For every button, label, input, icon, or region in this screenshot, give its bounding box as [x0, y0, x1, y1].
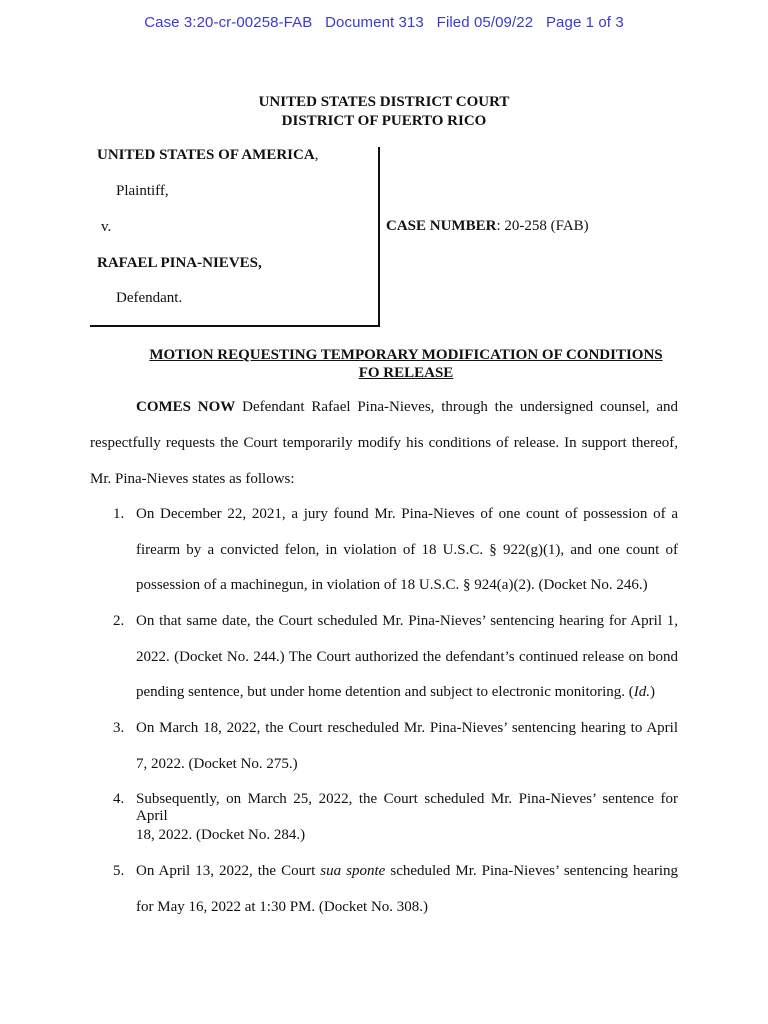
item-2-line-1: On that same date, the Court scheduled Mr. Pina-Nieves’ sentencing hearing for April 1, [136, 613, 678, 629]
versus: v. [101, 219, 112, 235]
court-district: DISTRICT OF PUERTO RICO [281, 113, 487, 129]
item-2-line-3 [136, 684, 655, 701]
intro-line-1 [136, 399, 678, 416]
motion-title-line-2: FO RELEASE [358, 365, 454, 381]
item-1-number: 1. [113, 506, 125, 522]
item-5-line-1 [136, 863, 678, 880]
item-3-line-2: 7, 2022. (Docket No. 275.) [136, 756, 298, 772]
item-2-line-2: 2022. (Docket No. 244.) The Court authorized the defendant’s continued release on bond [136, 649, 678, 665]
item-5-line-1-text: On April 13, 2022, the Court [136, 863, 321, 879]
case-number-value: : 20-258 (FAB) [496, 218, 589, 234]
item-4-number: 4. [113, 791, 125, 807]
plaintiff-comma: , [314, 147, 319, 163]
defendant-name: RAFAEL PINA-NIEVES, [97, 255, 262, 271]
defendant-role: Defendant. [116, 290, 183, 306]
ecf-header-stamp [0, 14, 768, 31]
item-1-line-2: firearm by a convicted felon, in violation of 18 U.S.C. § 922(g)(1), and one count of [136, 542, 678, 558]
intro-line-2: respectfully requests the Court temporarily modify his conditions of release. In support thereof, [90, 435, 678, 451]
plaintiff-name: UNITED STATES OF AMERICA [97, 147, 315, 163]
item-5-sua-sponte: sua sponte [320, 863, 386, 879]
item-2-number: 2. [113, 613, 125, 629]
intro-lead: COMES NOW [136, 399, 236, 415]
item-1-line-3: possession of a machinegun, in violation of 18 U.S.C. § 924(a)(2). (Docket No. 246.) [136, 577, 648, 593]
header-stamp-text: Case 3:20-cr-00258-FAB Document 313 Filed 05/09/22 Page 1 of 3 [144, 14, 624, 31]
item-5-number: 5. [113, 863, 125, 879]
item-3-number: 3. [113, 720, 125, 736]
item-5-line-2: for May 16, 2022 at 1:30 PM. (Docket No. 308.) [136, 899, 429, 915]
intro-line-1-text: Defendant Rafael Pina-Nieves, through the undersigned counsel, and [235, 399, 678, 415]
motion-title [140, 346, 672, 382]
plaintiff-role: Plaintiff, [116, 183, 169, 199]
court-name: UNITED STATES DISTRICT COURT [258, 94, 510, 110]
intro-line-3: Mr. Pina-Nieves states as follows: [90, 471, 295, 487]
item-2-line-3-close: ) [650, 684, 656, 700]
plaintiff-name-line [97, 147, 318, 164]
item-5-line-1-rest: scheduled Mr. Pina-Nieves’ sentencing hearing [385, 863, 678, 879]
item-2-id-citation: Id. [633, 684, 651, 700]
court-title [0, 93, 768, 131]
case-number [386, 218, 589, 235]
item-3-line-1: On March 18, 2022, the Court rescheduled Mr. Pina-Nieves’ sentencing hearing to April [136, 720, 678, 736]
item-4-line-2: 18, 2022. (Docket No. 284.) [136, 827, 306, 843]
case-number-label: CASE NUMBER [386, 218, 497, 234]
item-4-line-1: Subsequently, on March 25, 2022, the Court scheduled Mr. Pina-Nieves’ sentence for April [136, 791, 678, 824]
motion-title-line-1: MOTION REQUESTING TEMPORARY MODIFICATION OF CONDITIONS [149, 347, 663, 363]
item-1-line-1: On December 22, 2021, a jury found Mr. Pina-Nieves of one count of possession of a [136, 506, 678, 522]
item-2-line-3-text: pending sentence, but under home detention and subject to electronic monitoring. ( [136, 684, 634, 700]
case-caption-box [90, 147, 380, 327]
